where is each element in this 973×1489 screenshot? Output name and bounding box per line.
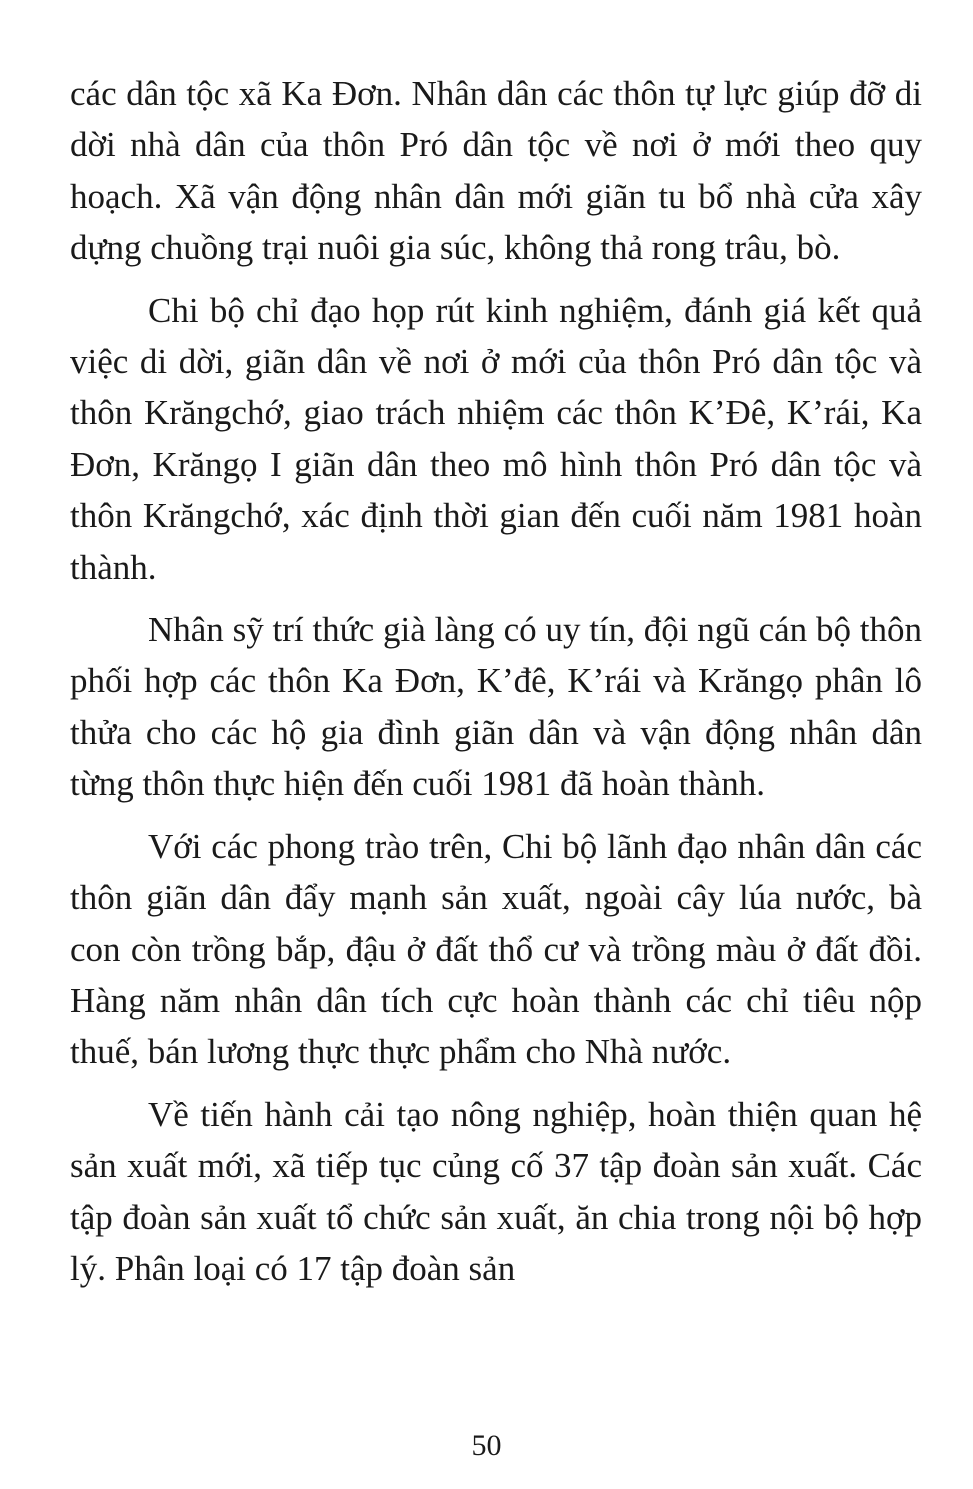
body-text bbox=[70, 68, 922, 1305]
paragraph-4: Với các phong trào trên, Chi bộ lãnh đạo nhân dân các thôn giãn dân đẩy mạnh sản xuất, ngoài cây lúa nước, bà con còn trồng bắp, đậu ở đất thổ cư và trồng màu ở đất đồi. Hàng năm nhân dân tích cực hoàn thành các chỉ tiêu nộp thuế, bán lương thực thực phẩm cho Nhà nước. bbox=[70, 826, 922, 1072]
paragraph-1: các dân tộc xã Ka Đơn. Nhân dân các thôn tự lực giúp đỡ di dời nhà dân của thôn Pró dân tộc về nơi ở mới theo quy hoạch. Xã vận động nhân dân mới giãn tu bổ nhà cửa xây dựng chuồng trại nuôi gia súc, không thả rong trâu, bò. bbox=[70, 74, 922, 268]
paragraph-3: Nhân sỹ trí thức già làng có uy tín, đội ngũ cán bộ thôn phối hợp các thôn Ka Đơn, K’đê, K’rái và Krăngọ phân lô thửa cho các hộ gia đình giãn dân và vận động nhân dân từng thôn thực hiện đến cuối 1981 đã hoàn thành. bbox=[70, 610, 922, 804]
paragraph-5: Về tiến hành cải tạo nông nghiệp, hoàn thiện quan hệ sản xuất mới, xã tiếp tục củng cố 37 tập đoàn sản xuất. Các tập đoàn sản xuất tổ chức sản xuất, ăn chia trong nội bộ hợp lý. Phân loại có 17 tập đoàn sản bbox=[70, 1094, 922, 1288]
paragraph-2: Chi bộ chỉ đạo họp rút kinh nghiệm, đánh giá kết quả việc di dời, giãn dân về nơi ở mới của thôn Pró dân tộc và thôn Krăngchớ, giao trách nhiệm các thôn K’Đê, K’rái, Ka Đơn, Krăngọ I giãn dân theo mô hình thôn Pró dân tộc và thôn Krăngchớ, xác định thời gian đến cuối năm 1981 hoàn thành. bbox=[70, 290, 922, 587]
page-number: 50 bbox=[471, 1429, 502, 1462]
